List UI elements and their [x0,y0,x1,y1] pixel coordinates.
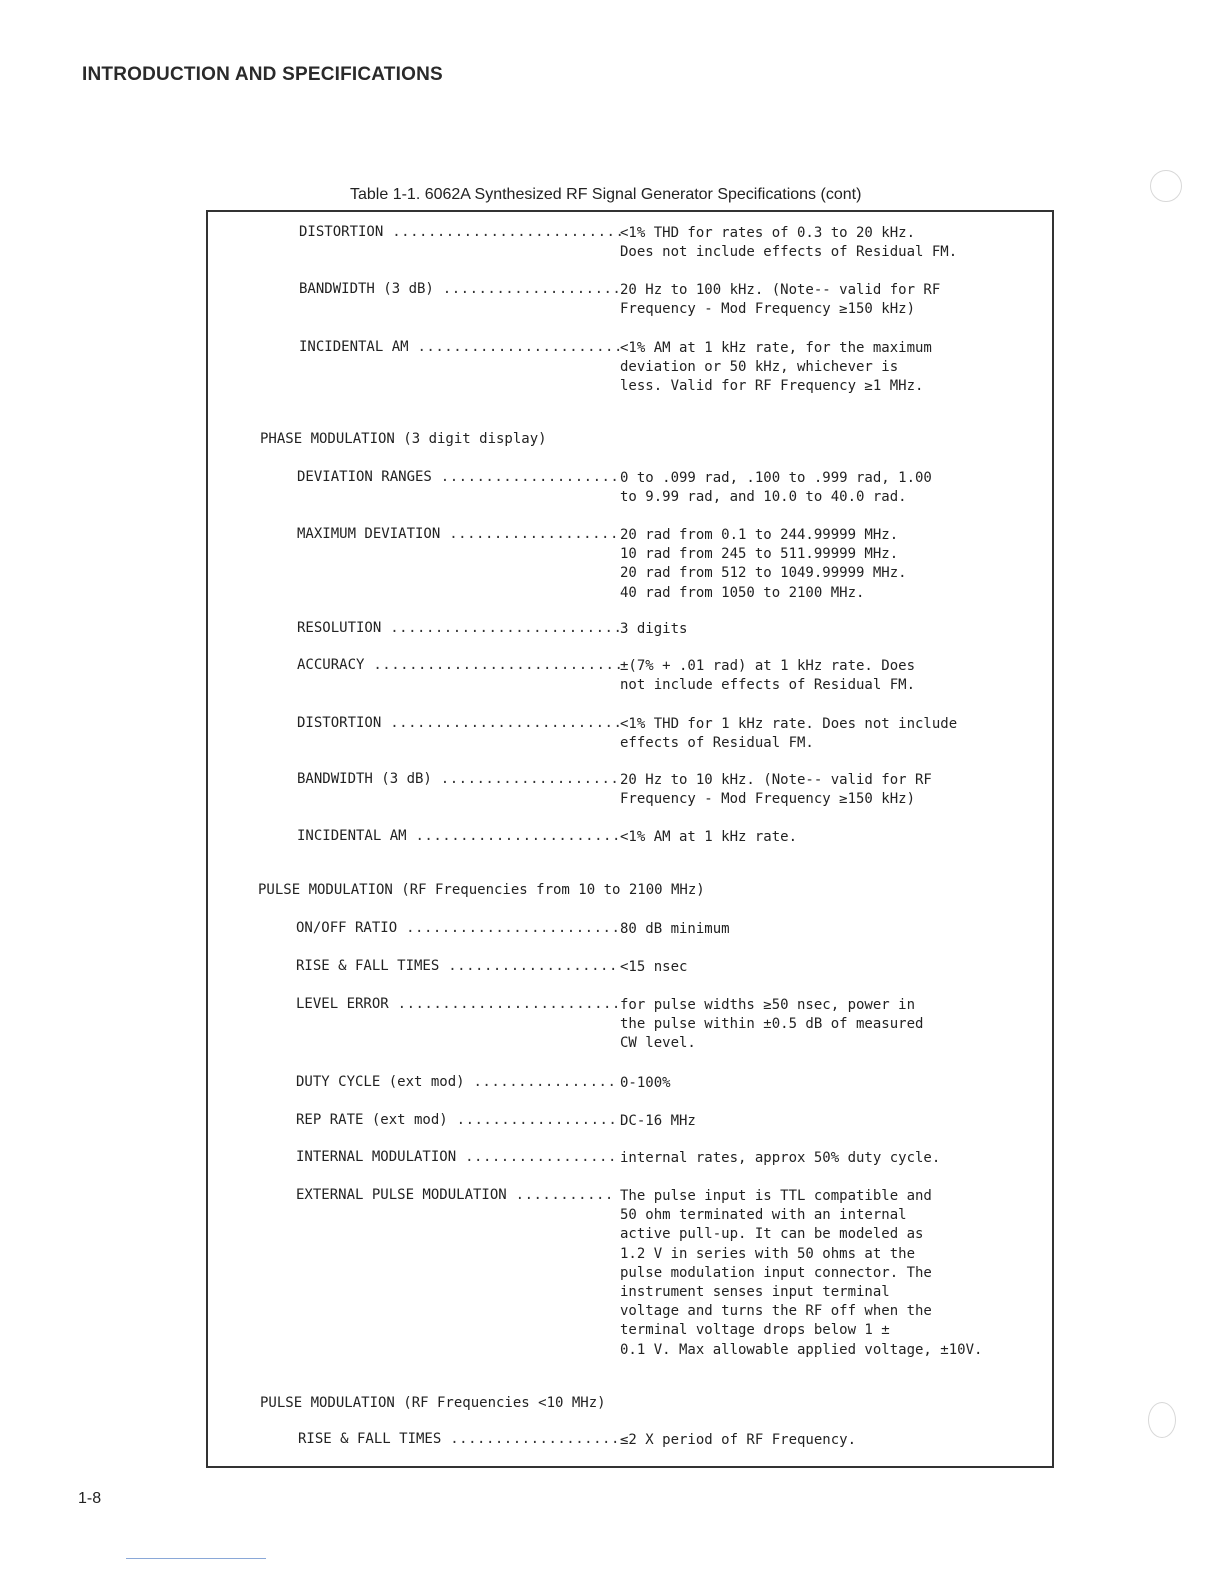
spec-label [296,1112,617,1128]
spec-label [296,1074,616,1090]
spec-value [620,920,730,939]
spec-value [620,620,687,639]
spec-value-line: less. Valid for RF Frequency ≥1 MHz. [620,378,924,395]
dot-leader: .......................... [381,715,623,731]
spec-value-line: 50 ohm terminated with an internal [620,1207,907,1224]
spec-value [620,526,907,603]
spec-label-text: LEVEL ERROR [296,996,389,1012]
spec-label [297,526,619,542]
spec-value-line: 80 dB minimum [620,921,730,937]
spec-value-line: 20 Hz to 10 kHz. (Note-- valid for RF [620,772,932,788]
spec-label-text: DEVIATION RANGES [297,469,432,485]
punch-hole-mark [1150,170,1182,202]
spec-value-line: <1% AM at 1 kHz rate. [620,829,798,845]
dot-leader: ............................ [364,657,624,673]
dot-leader: ................... [441,1431,620,1447]
spec-value-line: <1% AM at 1 kHz rate, for the maximum [620,340,932,356]
spec-label-text: ON/OFF RATIO [296,920,398,936]
dot-leader: ........................ [397,920,621,936]
spec-value-line: 0 to .099 rad, .100 to .999 rad, 1.00 [620,470,932,486]
spec-value-line: internal rates, approx 50% duty cycle. [620,1150,941,1166]
spec-value-line: the pulse within ±0.5 dB of measured [620,1016,924,1033]
spec-value [620,469,932,507]
page-number: 1-8 [78,1490,102,1507]
spec-value [620,339,932,397]
spec-label [297,771,619,787]
spec-value-line: 20 Hz to 100 kHz. (Note-- valid for RF [620,282,941,298]
spec-value [620,657,915,695]
spec-label [296,996,621,1012]
spec-label-text: DISTORTION [299,224,384,240]
spec-value [620,958,687,977]
spec-value-line: active pull-up. It can be modeled as [620,1226,924,1243]
spec-value-line: 0.1 V. Max allowable applied voltage, ±10V. [620,1341,983,1358]
spec-value-line: terminal voltage drops below 1 ± [620,1322,890,1339]
spec-value-line: effects of Residual FM. [620,735,814,752]
spec-value [620,715,957,753]
spec-value-line: CW level. [620,1035,696,1052]
spec-label [299,339,623,355]
spec-label [297,469,619,485]
spec-label [296,958,618,974]
spec-label [296,920,620,936]
spec-label-text: ACCURACY [297,657,365,673]
spec-value-line: 0-100% [620,1075,671,1091]
dot-leader: .................... [431,771,620,787]
dot-leader: ....................... [406,828,621,844]
section-heading-phase-modulation: PHASE MODULATION (3 digit display) [260,431,547,447]
spec-label [296,1149,617,1165]
dot-leader: .................. [447,1112,618,1128]
punch-hole-mark [1148,1402,1176,1438]
spec-value-line: pulse modulation input connector. The [620,1264,932,1281]
spec-label-text: DUTY CYCLE (ext mod) [296,1074,465,1090]
spec-value [620,1431,856,1450]
spec-value [620,996,923,1054]
section-heading-pulse-modulation-low-freq: PULSE MODULATION (RF Frequencies <10 MHz) [260,1395,606,1411]
spec-label-text: INTERNAL MODULATION [296,1149,457,1165]
spec-value-line: <1% THD for rates of 0.3 to 20 kHz. [620,225,916,241]
spec-value [620,1112,696,1131]
spec-value-line: 20 rad from 0.1 to 244.99999 MHz. [620,527,899,543]
dot-leader: ........... [506,1187,614,1203]
spec-label-text: RISE & FALL TIMES [296,958,440,974]
spec-label-text: INCIDENTAL AM [297,828,407,844]
spec-value-line: <15 nsec [620,959,688,975]
spec-label-text: RESOLUTION [297,620,382,636]
spec-value-line: The pulse input is TTL compatible and [620,1188,932,1204]
spec-label-text: MAXIMUM DEVIATION [297,526,441,542]
spec-label-text: DISTORTION [297,715,382,731]
spec-label [297,657,623,673]
spec-label [297,620,622,636]
spec-value-line: Frequency - Mod Frequency ≥150 kHz) [620,791,916,808]
spec-value [620,771,932,809]
dot-leader: .......................... [383,224,625,240]
spec-value [620,828,797,847]
spec-label [297,828,621,844]
spec-label [299,224,624,240]
dot-leader: ................... [439,958,618,974]
spec-value-line: <1% THD for 1 kHz rate. Does not include [620,716,958,732]
dot-leader: .................... [431,469,620,485]
spec-value [620,281,940,319]
spec-value [620,1187,982,1360]
spec-value-line: instrument senses input terminal [620,1284,890,1301]
spec-label-text: EXTERNAL PULSE MODULATION [296,1187,507,1203]
spec-value-line: not include effects of Residual FM. [620,677,916,694]
spec-value-line: deviation or 50 kHz, whichever is [620,359,899,376]
spec-label-text: RISE & FALL TIMES [298,1431,442,1447]
spec-value-line: Frequency - Mod Frequency ≥150 kHz) [620,301,916,318]
dot-leader: ......................... [388,996,621,1012]
spec-value-line: 1.2 V in series with 50 ohms at the [620,1245,916,1262]
footer-rule [126,1558,266,1559]
spec-value-line: DC-16 MHz [620,1113,696,1129]
dot-leader: ................... [440,526,619,542]
spec-value-line: voltage and turns the RF off when the [620,1303,932,1320]
dot-leader: ................ [464,1074,617,1090]
spec-value [620,1149,940,1168]
spec-value-line: for pulse widths ≥50 nsec, power in [620,997,916,1013]
running-header: INTRODUCTION AND SPECIFICATIONS [82,64,443,85]
dot-leader: ....................... [408,339,623,355]
spec-value-line: ±(7% + .01 rad) at 1 kHz rate. Does [620,658,916,674]
section-heading-pulse-modulation: PULSE MODULATION (RF Frequencies from 10 to 2100 MHz) [258,882,705,898]
spec-value-line: Does not include effects of Residual FM. [620,244,958,261]
spec-label-text: BANDWIDTH (3 dB) [297,771,432,787]
spec-value-line: 3 digits [620,621,688,637]
spec-label [298,1431,620,1447]
dot-leader: .......................... [381,620,623,636]
spec-value-line: 40 rad from 1050 to 2100 MHz. [620,584,865,601]
spec-value-line: 20 rad from 512 to 1049.99999 MHz. [620,565,907,582]
spec-label [299,281,621,297]
spec-value-line: ≤2 X period of RF Frequency. [620,1432,857,1448]
spec-value-line: to 9.99 rad, and 10.0 to 40.0 rad. [620,489,907,506]
spec-label [297,715,622,731]
dot-leader: ................. [456,1149,617,1165]
spec-value [620,1074,671,1093]
spec-label-text: REP RATE (ext mod) [296,1112,448,1128]
spec-label-text: INCIDENTAL AM [299,339,409,355]
spec-label-text: BANDWIDTH (3 dB) [299,281,434,297]
table-caption: Table 1-1. 6062A Synthesized RF Signal Generator Specifications (cont) [350,186,862,203]
spec-value-line: 10 rad from 245 to 511.99999 MHz. [620,546,899,563]
spec-value [620,224,957,262]
dot-leader: .................... [433,281,622,297]
spec-label [296,1187,614,1203]
